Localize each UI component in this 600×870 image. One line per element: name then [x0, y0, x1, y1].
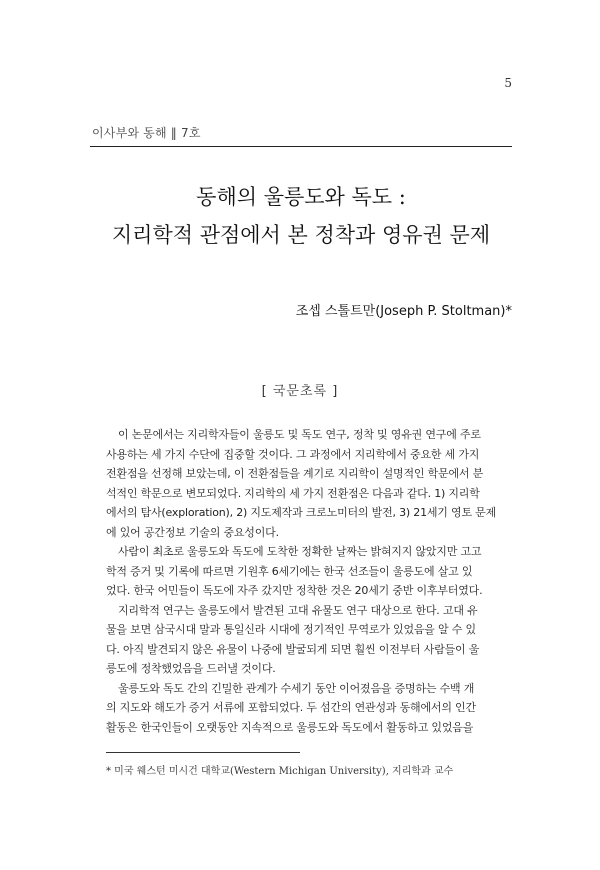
abstract-line: 이 논문에서는 지리학자들이 울릉도 및 독도 연구, 정착 및 영유권 연구에 주로 — [118, 428, 481, 441]
abstract-line: 사용하는 세 가지 수단에 집중할 것이다. 그 과정에서 지리학에서 중요한 세 가지 — [106, 447, 480, 461]
abstract-line: 학적 증거 및 기록에 따르면 기원후 6세기에는 한국 선조들이 울릉도에 살고 있 — [106, 564, 473, 578]
abstract-line: 다. 아직 발견되지 않은 유물이 나중에 발굴되게 되면 훨씬 이전부터 사람들이 울 — [106, 642, 480, 656]
abstract-line: 에서의 탐사(exploration), 2) 지도제작과 크로노미터의 발전, 3) 21세기 영토 문제 — [106, 506, 497, 519]
title-line-2: 지리학적 관점에서 본 정착과 영유권 문제 — [111, 223, 491, 247]
abstract-line: 사람이 최초로 울릉도와 독도에 도착한 정확한 날짜는 밝혀지지 않았지만 고고 — [118, 545, 482, 558]
footnote-divider — [106, 752, 300, 753]
abstract-line: 었다. 한국 어민들이 독도에 자주 갔지만 정착한 것은 20세기 중반 이후부터였다. — [106, 584, 483, 597]
abstract-line: 울릉도와 독도 간의 긴밀한 관계가 수세기 동안 이어졌음을 증명하는 수백 개 — [118, 681, 475, 695]
abstract-line: 에 있어 공간정보 기술의 중요성이다. — [106, 525, 279, 539]
abstract-line: 릉도에 정착했었음을 드러낼 것이다. — [106, 662, 276, 675]
header-divider — [90, 146, 512, 147]
abstract-body — [106, 425, 518, 737]
running-head: 이사부와 동해 ‖ 7호 — [92, 126, 201, 140]
author-affiliation-footnote: * 미국 웨스턴 미시건 대학교(Western Michigan University), 지리학과 교수 — [106, 766, 454, 777]
paper-title — [90, 178, 512, 254]
title-line-1: 동해의 울릉도와 독도 : — [196, 185, 406, 209]
abstract-line: 의 지도와 해도가 증거 서류에 포함되었다. 두 섬간의 연관성과 동해에서의 인간 — [106, 701, 476, 714]
abstract-heading: [ 국문초록 ] — [261, 384, 339, 399]
abstract-line: 석적인 학문으로 변모되었다. 지리학의 세 가지 전환점은 다음과 같다. 1) 지리학 — [106, 486, 480, 500]
abstract-line: 물을 보면 삼국시대 말과 통일신라 시대에 정기적인 무역로가 있었음을 알 수 있 — [106, 623, 476, 636]
page-number: 5 — [504, 76, 512, 90]
abstract-line: 지리학적 연구는 울릉도에서 발견된 고대 유물도 연구 대상으로 한다. 고대 유 — [118, 603, 478, 617]
author-name: 조셉 스톨트만(Joseph P. Stoltman)* — [295, 304, 512, 319]
abstract-line: 전환점을 선정해 보았는데, 이 전환점들을 계기로 지리학이 설명적인 학문에서 분 — [106, 467, 484, 480]
abstract-line: 활동은 한국인들이 오랫동안 지속적으로 울릉도와 독도에서 활동하고 있었음을 — [106, 720, 474, 734]
